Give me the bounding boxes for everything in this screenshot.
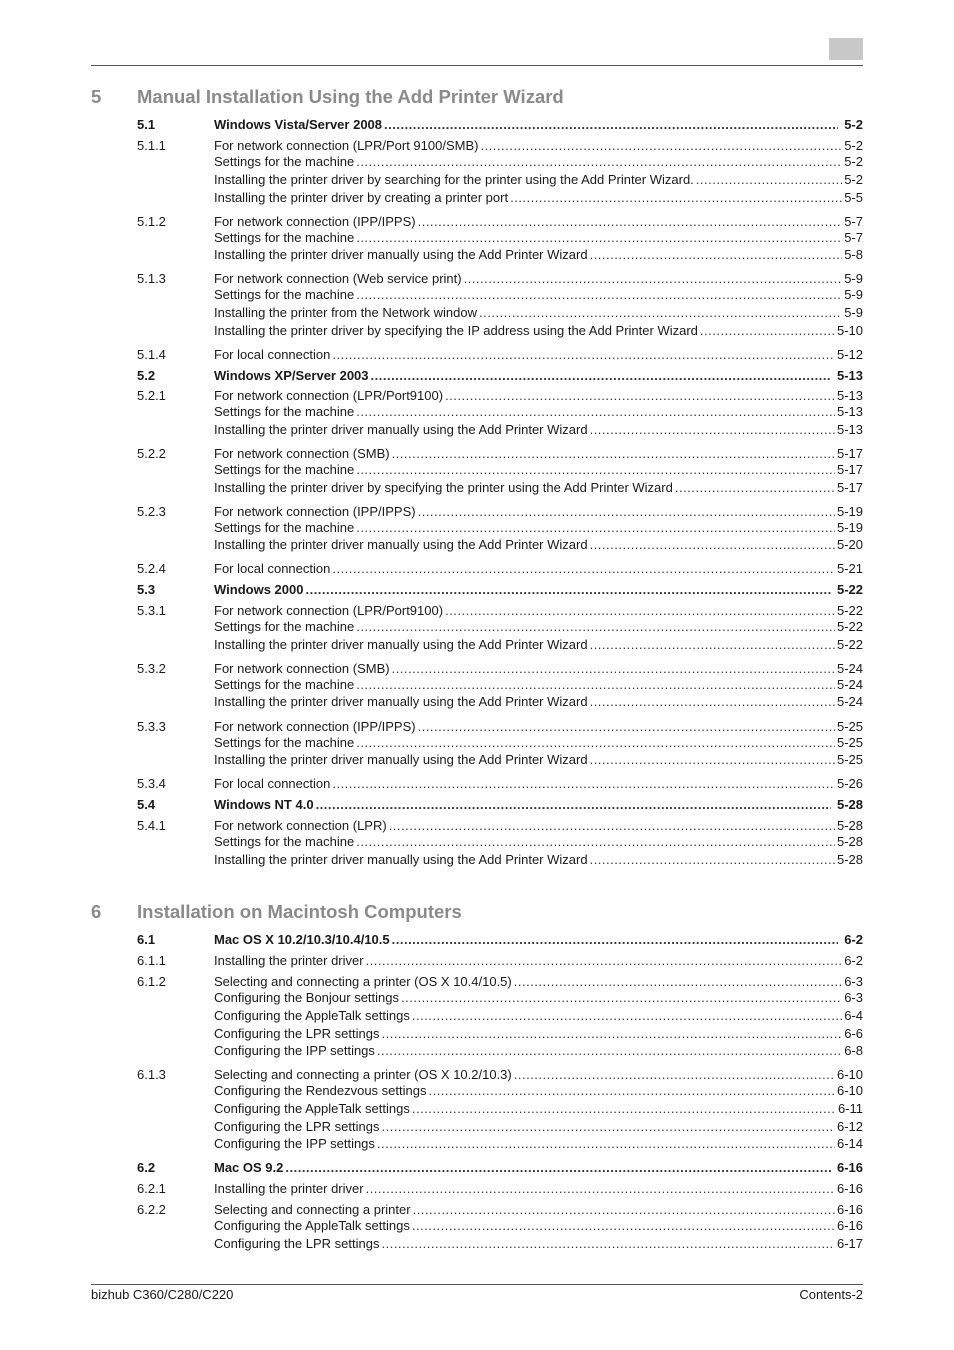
toc-section-number: 6.2.1 — [137, 1181, 166, 1196]
toc-entry-label: Configuring the Rendezvous settings — [214, 1083, 427, 1098]
toc-entry-line — [214, 536, 863, 554]
toc-entry[interactable] — [137, 536, 863, 554]
toc-entry-label: Configuring the LPR settings — [214, 1119, 380, 1134]
toc-leader-dots — [675, 479, 835, 497]
toc-entry-line — [214, 1180, 863, 1198]
toc-leader-dots — [366, 952, 843, 970]
toc-entry-label: Mac OS X 10.2/10.3/10.4/10.5 — [214, 932, 390, 947]
toc-entry-line — [214, 461, 863, 479]
toc-section-number: 5.3.4 — [137, 776, 166, 791]
toc-leader-dots — [356, 286, 842, 304]
toc-entry-label: Settings for the machine — [214, 677, 355, 692]
toc-leader-dots — [366, 1180, 835, 1198]
toc-leader-dots — [590, 693, 835, 711]
toc-page-number: 5-2 — [844, 172, 863, 187]
toc-page-number: 6-17 — [836, 1236, 863, 1251]
toc-page-number: 6-16 — [836, 1202, 863, 1217]
toc-section-entry[interactable] — [137, 367, 863, 385]
toc-entry-line — [214, 479, 863, 497]
toc-section-number: 5.2.2 — [137, 446, 166, 461]
toc-entry-line — [214, 1135, 863, 1153]
toc-entry-label: Installing the printer driver by creating a printer port — [214, 190, 509, 205]
toc-page-number: 5-20 — [836, 537, 863, 552]
toc-entry-label: Installing the printer driver by specifying the printer using the Add Printer Wizard — [214, 480, 673, 495]
toc-page-number: 5-10 — [836, 323, 863, 338]
toc-page-number: 5-2 — [844, 117, 863, 132]
toc-leader-dots — [590, 751, 835, 769]
toc-leader-dots — [332, 775, 835, 793]
toc-page-number: 5-17 — [836, 446, 863, 461]
toc-page-number: 5-13 — [836, 368, 863, 383]
toc-section-number: 5.1 — [137, 117, 156, 132]
toc-leader-dots — [590, 851, 835, 869]
toc-section-entry[interactable] — [137, 116, 863, 134]
toc-leader-dots — [356, 403, 835, 421]
toc-entry-label: Windows XP/Server 2003 — [214, 368, 369, 383]
toc-entry-line — [214, 851, 863, 869]
toc-page-number: 6-16 — [836, 1218, 863, 1233]
toc-page-number: 6-3 — [844, 974, 863, 989]
toc-section-number: 6.2.2 — [137, 1202, 166, 1217]
toc-section-number: 5.2.4 — [137, 561, 166, 576]
toc-section-entry[interactable] — [137, 931, 863, 949]
toc-page-number: 5-19 — [836, 520, 863, 535]
toc-entry-line — [214, 171, 863, 189]
toc-entry-label: Settings for the machine — [214, 834, 355, 849]
toc-entry[interactable] — [137, 1082, 863, 1100]
toc-section-number: 5.2.1 — [137, 388, 166, 403]
toc-entry[interactable] — [137, 153, 863, 171]
toc-page-number: 6-6 — [844, 1026, 863, 1041]
toc-entry-line — [214, 989, 863, 1007]
toc-leader-dots — [479, 304, 842, 322]
toc-entry-label: For network connection (LPR/Port9100) — [214, 603, 444, 618]
toc-page-number: 5-24 — [836, 694, 863, 709]
toc-entry[interactable] — [137, 1025, 863, 1043]
toc-page-number: 6-2 — [844, 953, 863, 968]
toc-entry[interactable] — [137, 618, 863, 636]
toc-entry-line — [214, 560, 863, 578]
toc-entry-line — [214, 618, 863, 636]
toc-entry-label: Installing the printer driver manually using the Add Printer Wizard — [214, 422, 588, 437]
toc-entry-line — [214, 246, 863, 264]
toc-entry[interactable] — [137, 1235, 863, 1253]
toc-entry-label: Settings for the machine — [214, 154, 355, 169]
toc-entry-label: Configuring the Bonjour settings — [214, 990, 400, 1005]
toc-entry-label: Configuring the LPR settings — [214, 1026, 380, 1041]
toc-entry-line — [214, 1159, 863, 1177]
toc-entry-label: For local connection — [214, 776, 331, 791]
toc-entry[interactable] — [137, 246, 863, 264]
toc-leader-dots — [392, 931, 839, 949]
toc-entry[interactable] — [137, 403, 863, 421]
toc-entry[interactable] — [137, 1135, 863, 1153]
toc-entry-label: Settings for the machine — [214, 287, 355, 302]
toc-entry[interactable] — [137, 989, 863, 1007]
toc-entry-line — [214, 751, 863, 769]
toc-entry-label: For local connection — [214, 347, 331, 362]
toc-leader-dots — [510, 189, 842, 207]
toc-entry-line — [214, 734, 863, 752]
chapter-title: Manual Installation Using the Add Printer Wizard — [137, 86, 564, 107]
toc-page-number: 5-28 — [836, 834, 863, 849]
toc-leader-dots — [412, 1100, 836, 1118]
toc-entry[interactable] — [137, 734, 863, 752]
toc-entry[interactable] — [137, 346, 863, 364]
toc-entry-label: Configuring the LPR settings — [214, 1236, 380, 1251]
toc-entry-line — [214, 1025, 863, 1043]
toc-entry[interactable] — [137, 1217, 863, 1235]
footer-page-label: Contents-2 — [799, 1287, 863, 1302]
toc-leader-dots — [700, 322, 835, 340]
toc-page-number: 5-25 — [836, 719, 863, 734]
toc-entry-label: Installing the printer driver manually using the Add Printer Wizard — [214, 752, 588, 767]
toc-entry-label: Settings for the machine — [214, 462, 355, 477]
toc-entry-label: Windows Vista/Server 2008 — [214, 117, 383, 132]
toc-section-number: 6.1.2 — [137, 974, 166, 989]
toc-entry-label: For network connection (LPR) — [214, 818, 387, 833]
toc-leader-dots — [384, 116, 838, 134]
toc-page-number: 5-28 — [836, 797, 863, 812]
toc-page-number: 5-17 — [836, 480, 863, 495]
toc-leader-dots — [356, 461, 835, 479]
toc-entry[interactable] — [137, 751, 863, 769]
toc-page-number: 5-28 — [836, 818, 863, 833]
toc-entry-label: Windows NT 4.0 — [214, 797, 314, 812]
toc-entry-line — [214, 304, 863, 322]
toc-entry-line — [214, 952, 863, 970]
toc-entry-label: For network connection (LPR/Port9100) — [214, 388, 444, 403]
toc-section-number: 5.1.1 — [137, 138, 166, 153]
toc-leader-dots — [590, 536, 835, 554]
toc-section-number: 6.1.3 — [137, 1067, 166, 1082]
toc-entry[interactable] — [137, 676, 863, 694]
toc-entry[interactable] — [137, 952, 863, 970]
toc-section-number: 6.2 — [137, 1160, 156, 1175]
toc-entry[interactable] — [137, 1118, 863, 1136]
toc-entry-label: Selecting and connecting a printer (OS X 10.4/10.5) — [214, 974, 512, 989]
toc-page-number: 5-8 — [844, 247, 863, 262]
toc-entry-label: Installing the printer driver by specifying the IP address using the Add Printer Wizard — [214, 323, 698, 338]
footer-rule — [91, 1284, 863, 1285]
toc-section-number: 5.3.2 — [137, 661, 166, 676]
toc-page-number: 5-19 — [836, 504, 863, 519]
header-rule — [91, 65, 863, 66]
toc-entry-label: Windows 2000 — [214, 582, 304, 597]
toc-page-number: 6-2 — [844, 932, 863, 947]
toc-entry-line — [214, 153, 863, 171]
toc-entry-label: Installing the printer driver manually using the Add Printer Wizard — [214, 637, 588, 652]
toc-entry-line — [214, 322, 863, 340]
toc-section-number: 6.1 — [137, 932, 156, 947]
toc-entry-label: Configuring the AppleTalk settings — [214, 1101, 410, 1116]
toc-section-entry[interactable] — [137, 581, 863, 599]
toc-entry-line — [214, 1100, 863, 1118]
toc-leader-dots — [412, 1007, 842, 1025]
toc-entry-line — [214, 189, 863, 207]
toc-leader-dots — [356, 153, 842, 171]
toc-entry-label: Installing the printer driver by searching for the printer using the Add Printer Wizard. — [214, 172, 694, 187]
toc-entry-label: Settings for the machine — [214, 230, 355, 245]
toc-entry-label: For network connection (LPR/Port 9100/SMB) — [214, 138, 479, 153]
toc-entry[interactable] — [137, 189, 863, 207]
toc-entry[interactable] — [137, 851, 863, 869]
toc-entry[interactable] — [137, 461, 863, 479]
toc-page-number: 5-7 — [844, 214, 863, 229]
toc-page-number: 6-4 — [844, 1008, 863, 1023]
toc-section-number: 6.1.1 — [137, 953, 166, 968]
toc-entry-label: For network connection (SMB) — [214, 661, 390, 676]
toc-entry[interactable] — [137, 833, 863, 851]
toc-entry-line — [214, 346, 863, 364]
toc-entry-line — [214, 1118, 863, 1136]
toc-page-number: 5-9 — [844, 305, 863, 320]
chapter-number: 6 — [91, 901, 102, 922]
toc-entry-label: Configuring the AppleTalk settings — [214, 1008, 410, 1023]
toc-entry-label: Installing the printer driver manually using the Add Printer Wizard — [214, 694, 588, 709]
toc-entry[interactable] — [137, 322, 863, 340]
toc-section-number: 5.3.3 — [137, 719, 166, 734]
toc-entry-label: For local connection — [214, 561, 331, 576]
toc-leader-dots — [332, 346, 835, 364]
toc-leader-dots — [412, 1217, 835, 1235]
toc-section-number: 5.1.4 — [137, 347, 166, 362]
toc-section-number: 5.2 — [137, 368, 156, 383]
toc-entry-label: Configuring the AppleTalk settings — [214, 1218, 410, 1233]
toc-page-number: 6-12 — [836, 1119, 863, 1134]
toc-entry-label: Settings for the machine — [214, 735, 355, 750]
toc-page-number: 5-2 — [844, 138, 863, 153]
toc-entry-line — [214, 116, 863, 134]
toc-section-entry[interactable] — [137, 1159, 863, 1177]
toc-entry-line — [214, 693, 863, 711]
toc-page-number: 5-25 — [836, 752, 863, 767]
toc-entry-line — [214, 581, 863, 599]
toc-page-number: 6-16 — [836, 1181, 863, 1196]
toc-entry[interactable] — [137, 304, 863, 322]
chapter-title: Installation on Macintosh Computers — [137, 901, 462, 922]
toc-section-number: 5.2.3 — [137, 504, 166, 519]
toc-page-number: 5-24 — [836, 661, 863, 676]
toc-page-number: 6-3 — [844, 990, 863, 1005]
toc-entry-label: Configuring the IPP settings — [214, 1136, 375, 1151]
toc-entry[interactable] — [137, 479, 863, 497]
toc-page-number: 5-22 — [836, 619, 863, 634]
toc-leader-dots — [356, 618, 835, 636]
toc-page-number: 5-28 — [836, 852, 863, 867]
toc-entry-label: Selecting and connecting a printer (OS X 10.2/10.3) — [214, 1067, 512, 1082]
toc-entry-line — [214, 796, 863, 814]
toc-leader-dots — [696, 171, 842, 189]
toc-leader-dots — [285, 1159, 831, 1177]
toc-entry-label: Mac OS 9.2 — [214, 1160, 284, 1175]
toc-page-number: 6-14 — [836, 1136, 863, 1151]
toc-entry-line — [214, 421, 863, 439]
toc-entry-line — [214, 1235, 863, 1253]
toc-entry[interactable] — [137, 1100, 863, 1118]
toc-entry-label: For network connection (IPP/IPPS) — [214, 214, 416, 229]
toc-entry-line — [214, 775, 863, 793]
toc-page-number: 5-21 — [836, 561, 863, 576]
toc-leader-dots — [356, 833, 835, 851]
toc-page-number: 5-9 — [844, 287, 863, 302]
toc-entry-label: For network connection (SMB) — [214, 446, 390, 461]
toc-leader-dots — [332, 560, 835, 578]
toc-entry-label: Installing the printer driver manually using the Add Printer Wizard — [214, 852, 588, 867]
toc-entry[interactable] — [137, 1042, 863, 1060]
toc-entry-label: For network connection (IPP/IPPS) — [214, 719, 416, 734]
toc-entry[interactable] — [137, 636, 863, 654]
toc-leader-dots — [590, 421, 835, 439]
toc-entry[interactable] — [137, 1180, 863, 1198]
toc-entry[interactable] — [137, 1007, 863, 1025]
toc-leader-dots — [371, 367, 831, 385]
toc-leader-dots — [356, 229, 842, 247]
toc-entry-label: Settings for the machine — [214, 520, 355, 535]
toc-leader-dots — [356, 519, 835, 537]
toc-entry-label: Installing the printer driver manually using the Add Printer Wizard — [214, 247, 588, 262]
toc-page-number: 6-10 — [836, 1067, 863, 1082]
toc-entry-line — [214, 1082, 863, 1100]
toc-leader-dots — [377, 1042, 842, 1060]
toc-leader-dots — [428, 1082, 835, 1100]
toc-entry[interactable] — [137, 693, 863, 711]
toc-page-number: 6-11 — [837, 1101, 863, 1116]
toc-entry-label: Installing the printer driver manually using the Add Printer Wizard — [214, 537, 588, 552]
toc-entry-label: Installing the printer from the Network window — [214, 305, 478, 320]
toc-page-number: 5-25 — [836, 735, 863, 750]
toc-page-number: 5-13 — [836, 422, 863, 437]
toc-entry-label: For network connection (IPP/IPPS) — [214, 504, 416, 519]
toc-page-number: 5-5 — [844, 190, 863, 205]
toc-section-number: 5.1.3 — [137, 271, 166, 286]
toc-leader-dots — [401, 989, 842, 1007]
toc-entry-label: Settings for the machine — [214, 404, 355, 419]
toc-leader-dots — [381, 1118, 834, 1136]
toc-page-number: 5-22 — [836, 603, 863, 618]
toc-page-number: 5-24 — [836, 677, 863, 692]
toc-entry-line — [214, 1042, 863, 1060]
toc-section-entry[interactable] — [137, 796, 863, 814]
toc-page-number: 5-13 — [836, 404, 863, 419]
toc-section-number: 5.4.1 — [137, 818, 166, 833]
toc-page-number: 5-13 — [836, 388, 863, 403]
toc-page-number: 5-7 — [844, 230, 863, 245]
toc-entry-line — [214, 1217, 863, 1235]
toc-entry[interactable] — [137, 421, 863, 439]
toc-entry[interactable] — [137, 229, 863, 247]
toc-leader-dots — [590, 246, 843, 264]
toc-section-number: 5.3 — [137, 582, 156, 597]
toc-entry[interactable] — [137, 519, 863, 537]
toc-entry-line — [214, 1007, 863, 1025]
toc-entry-line — [214, 833, 863, 851]
toc-page-number: 5-22 — [836, 637, 863, 652]
toc-page-number: 5-17 — [836, 462, 863, 477]
toc-page-number: 6-10 — [836, 1083, 863, 1098]
toc-entry-line — [214, 676, 863, 694]
toc-section-number: 5.1.2 — [137, 214, 166, 229]
toc-leader-dots — [356, 676, 835, 694]
footer-product: bizhub C360/C280/C220 — [91, 1287, 234, 1302]
toc-entry-line — [214, 636, 863, 654]
toc-entry[interactable] — [137, 286, 863, 304]
toc-leader-dots — [305, 581, 831, 599]
toc-entry[interactable] — [137, 560, 863, 578]
toc-entry-line — [214, 229, 863, 247]
header-tab-marker — [829, 38, 863, 60]
toc-page-number: 5-26 — [836, 776, 863, 791]
toc-section-number: 5.3.1 — [137, 603, 166, 618]
toc-entry-line — [214, 367, 863, 385]
toc-entry-line — [214, 286, 863, 304]
toc-page-number: 6-16 — [836, 1160, 863, 1175]
toc-entry-label: Installing the printer driver — [214, 1181, 364, 1196]
toc-entry-line — [214, 403, 863, 421]
toc-entry-line — [214, 931, 863, 949]
toc-entry-label: Selecting and connecting a printer — [214, 1202, 411, 1217]
toc-section-number: 5.4 — [137, 797, 156, 812]
toc-entry-label: Installing the printer driver — [214, 953, 364, 968]
toc-entry[interactable] — [137, 775, 863, 793]
toc-leader-dots — [381, 1025, 842, 1043]
toc-leader-dots — [316, 796, 831, 814]
toc-page-number: 5-22 — [836, 582, 863, 597]
toc-entry[interactable] — [137, 171, 863, 189]
toc-leader-dots — [381, 1235, 834, 1253]
toc-page-number: 5-2 — [844, 154, 863, 169]
toc-entry-label: Configuring the IPP settings — [214, 1043, 375, 1058]
toc-entry-label: Settings for the machine — [214, 619, 355, 634]
toc-page-number: 5-12 — [836, 347, 863, 362]
chapter-number: 5 — [91, 86, 102, 107]
toc-leader-dots — [590, 636, 835, 654]
toc-entry-label: For network connection (Web service print) — [214, 271, 462, 286]
toc-page-number: 6-8 — [844, 1043, 863, 1058]
toc-page-number: 5-9 — [844, 271, 863, 286]
toc-leader-dots — [356, 734, 835, 752]
toc-leader-dots — [377, 1135, 835, 1153]
toc-entry-line — [214, 519, 863, 537]
